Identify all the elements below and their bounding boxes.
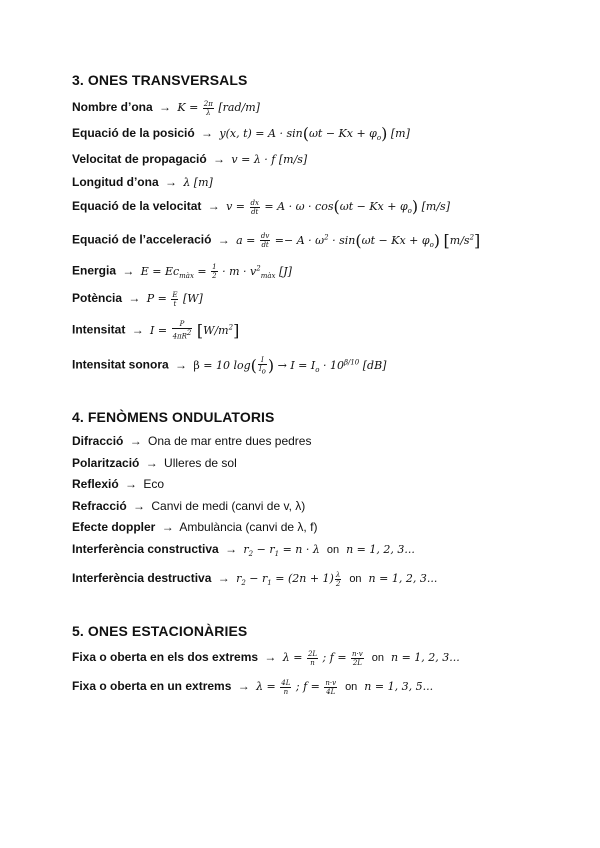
- formula-label: Intensitat sonora: [72, 357, 169, 372]
- arrow-icon: →: [145, 456, 158, 470]
- formula-expression: K = $\frac{2\pi}{\lambda}$ [rad/m]: [177, 99, 260, 117]
- formula-row-nombre-ona: [72, 99, 260, 117]
- formula-expression: β = 10 log( $\frac{I}{I_o}$ ) → $I = I_o \cdot 10^{\beta/10}$ [dB]: [193, 355, 387, 376]
- formula-expression: $E = Ec_{màx}$ = $\frac{1}{2}$ · $m \cdot v^2_{màx}$ [J]: [140, 263, 292, 281]
- arrow-icon: →: [131, 322, 144, 337]
- formula-row-velocitat-propagacio: [72, 151, 307, 168]
- arrow-icon: →: [201, 126, 214, 140]
- formula-row-energia: [72, 260, 292, 284]
- formula-label: Fixa o oberta en un extrems: [72, 679, 232, 693]
- phenomenon-row-reflexio: [72, 476, 164, 492]
- phenomenon-label: Interferència constructiva: [72, 542, 219, 556]
- phenomenon-label: Interferència destructiva: [72, 571, 212, 585]
- formula-expression: $r_2 - r_1 = n \cdot \lambda$ on n = 1, 2, 3...: [243, 543, 415, 559]
- arrow-icon: →: [161, 520, 174, 534]
- arrow-icon: →: [264, 650, 277, 664]
- formula-label: Nombre d’ona: [72, 100, 153, 114]
- formula-label: Velocitat de propagació: [72, 152, 207, 166]
- formula-expression: v = λ · f [m/s]: [231, 153, 308, 166]
- formula-row-un-extrem: [72, 678, 433, 696]
- arrow-icon: →: [125, 477, 138, 491]
- arrow-icon: →: [133, 499, 146, 513]
- formula-row-potencia: [72, 290, 203, 308]
- phenomenon-description: Ulleres de sol: [164, 456, 237, 470]
- phenomenon-row-interferencia-destructiva: [72, 570, 437, 591]
- formula-label: Intensitat: [72, 322, 126, 337]
- phenomenon-label: Efecte doppler: [72, 520, 156, 534]
- phenomenon-label: Refracció: [72, 499, 127, 513]
- phenomenon-row-refraccio: [72, 498, 305, 514]
- arrow-icon: →: [237, 679, 250, 693]
- formula-expression: a = $\frac{dv}{dt}$ =− $A \cdot \omega^2 \cdot \sin(\omega t - Kx + \varphi_o)$ $[m/s^2]$: [236, 230, 481, 250]
- phenomenon-row-polaritzacio: [72, 455, 237, 471]
- phenomenon-label: Difracció: [72, 434, 124, 448]
- arrow-icon: →: [122, 263, 135, 278]
- arrow-icon: →: [159, 100, 172, 114]
- formula-expression: λ = $\frac{4L}{n}$ ; f = $\frac{n\cdot v}{4L}$ on n = 1, 3, 5...: [256, 678, 434, 696]
- formula-expression: P = $\frac{E}{t}$ [W]: [146, 290, 203, 308]
- arrow-icon: →: [165, 175, 177, 189]
- formula-row-dos-extrems: [72, 649, 460, 667]
- arrow-icon: →: [128, 291, 141, 305]
- section-title-ones-estacionaries: 5. ONES ESTACIONÀRIES: [72, 623, 248, 639]
- formula-row-acceleracio: [72, 229, 480, 253]
- formula-row-posicio: [72, 125, 410, 146]
- formula-expression: v = $\frac{dx}{dt}$ = $A \cdot \omega \cdot \cos(\omega t - Kx + \varphi_o)$ [m/s]: [226, 197, 450, 216]
- formula-label: Longitud d’ona: [72, 175, 159, 189]
- arrow-icon: →: [129, 434, 142, 448]
- formula-row-longitud-ona: [72, 174, 213, 191]
- phenomenon-label: Reflexió: [72, 477, 119, 491]
- phenomenon-row-doppler: [72, 519, 317, 535]
- arrow-icon: →: [175, 357, 188, 372]
- formula-label: Energia: [72, 263, 117, 278]
- formula-label: Potència: [72, 291, 123, 305]
- formula-label: Equació de l’acceleració: [72, 232, 212, 247]
- arrow-icon: →: [217, 571, 230, 585]
- arrow-icon: →: [225, 542, 238, 556]
- phenomenon-row-interferencia-constructiva: [72, 541, 415, 562]
- arrow-icon: →: [217, 232, 230, 247]
- phenomenon-description: Eco: [143, 477, 165, 491]
- formula-label: Equació de la velocitat: [72, 199, 202, 213]
- formula-label: Equació de la posició: [72, 126, 195, 140]
- formula-expression: I = $\frac{P}{4\pi R^2}$ $[W/m^2]$: [150, 320, 240, 341]
- phenomenon-row-difraccio: [72, 433, 311, 449]
- formula-expression: $r_2 - r_1 = (2n + 1)$ $\frac{\lambda}{2}$ on n = 1, 2, 3...: [236, 570, 438, 588]
- formula-expression: y(x, $t) = A \cdot \sin(\omega t - Kx + \varphi_o)$ [m]: [219, 124, 410, 143]
- section-title-fenomens-ondulatoris: 4. FENÒMENS ONDULATORIS: [72, 409, 275, 425]
- formula-row-intensitat: [72, 319, 239, 341]
- formula-expression: λ [m]: [183, 176, 213, 189]
- section-title-ones-transversals: 3. ONES TRANSVERSALS: [72, 72, 248, 88]
- phenomenon-label: Polarització: [72, 456, 140, 470]
- arrow-icon: →: [213, 152, 226, 166]
- phenomenon-description: Ambulància (canvi de λ, f): [179, 520, 318, 534]
- formula-row-velocitat: [72, 198, 450, 219]
- phenomenon-description: Canvi de medi (canvi de v, λ): [151, 499, 306, 513]
- formula-row-intensitat-sonora: [72, 354, 386, 378]
- arrow-icon: →: [207, 199, 220, 213]
- formula-label: Fixa o oberta en els dos extrems: [72, 650, 259, 664]
- formula-expression: λ = $\frac{2L}{n}$ ; f = $\frac{n\cdot v}{2L}$ on n = 1, 2, 3...: [282, 649, 460, 667]
- phenomenon-description: Ona de mar entre dues pedres: [148, 434, 312, 448]
